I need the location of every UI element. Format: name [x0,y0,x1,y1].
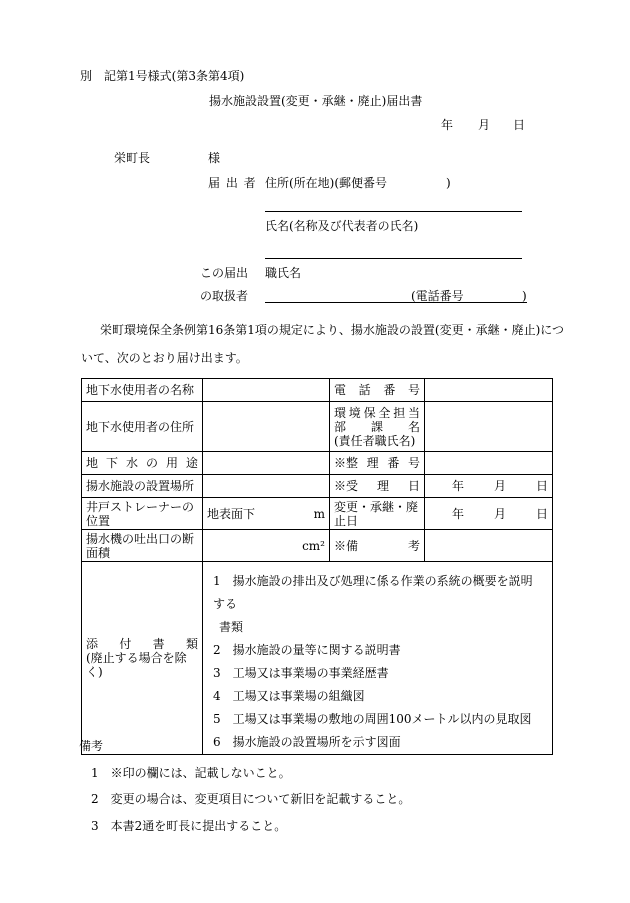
env-dept-value[interactable] [425,402,553,452]
depth-unit: m [313,506,325,521]
env-dept-char: 担 [393,405,406,420]
attach-char: 添 [86,637,99,651]
addressee-honorific: 様 [208,151,221,165]
attachments-label [82,562,203,755]
user-address-label: 地下水使用者の住所 [82,402,203,452]
env-dept-label [330,402,425,452]
usage-value[interactable] [203,452,330,475]
application-table [81,378,553,755]
received-month: 月 [493,479,506,493]
env-dept-char: 名 [407,419,420,434]
handler-label-1: この届出 [200,266,249,280]
applicant-address-label: 住所(所在地)(郵便番号 [265,176,388,190]
date-month-label: 月 [478,118,491,132]
attach-char: 類 [185,637,198,651]
phone-char: 番 [383,383,396,397]
handler-line[interactable] [265,302,527,303]
ref-no-label [330,452,425,475]
body-text-line1: 栄町環境保全条例第16条第1項の規定により、揚水施設の設置(変更・承継・廃止)につ [100,323,565,337]
note-item: 3 本書2通を町長に提出すること。 [91,819,287,833]
handler-phone-close: ) [522,289,527,303]
form-title: 揚水施設設置(変更・承継・廃止)届出書 [209,94,423,108]
received-char: 日 [407,479,420,493]
handler-position-label: 職氏名 [265,266,302,280]
received-label [330,475,425,498]
strainer-label [82,498,203,530]
applicant-name-label: 氏名(名称及び代表者の氏名) [265,219,419,233]
received-day: 日 [535,479,548,493]
remarks-value[interactable] [425,530,553,562]
name-line[interactable] [265,258,522,259]
strainer-value[interactable] [203,498,330,530]
attach-note-line2: く) [86,665,103,679]
change-day: 日 [535,506,548,521]
ref-no-char: 番 [387,456,400,470]
ref-no-char: ※整 [334,456,359,470]
env-dept-char: 境 [348,405,361,420]
handler-phone-label: (電話番号 [411,289,464,303]
ref-no-char: 理 [366,456,379,470]
attach-note-line1: (廃止する場合を除 [86,651,187,665]
applicant-label: 届 出 者 [208,176,257,190]
address-line[interactable] [265,211,522,212]
depth-label: 地表面下 [207,506,256,521]
strainer-label-line1: 井戸ストレーナーの [86,499,195,514]
attachment-item: 4 工場又は事業場の組織図 [213,689,365,703]
usage-char: 途 [185,456,198,470]
change-month: 月 [493,506,506,521]
change-date-line2: 止日 [334,513,359,528]
addressee-name: 栄町長 [114,151,151,165]
change-year: 年 [451,506,464,521]
env-dept-char: 部 [334,419,347,434]
remarks-label [330,530,425,562]
notes-heading: 備考 [79,739,104,753]
env-dept-char: 環 [334,405,347,420]
attachment-item: 5 工場又は事業場の敷地の周囲100メートル以内の見取図 [213,712,532,726]
usage-char: 下 [105,456,118,470]
received-char: 理 [376,479,389,493]
attach-char: 付 [119,637,132,651]
env-dept-char: 全 [378,405,391,420]
note-item: 1 ※印の欄には、記載しないこと。 [91,766,291,780]
attachment-item: 1 揚水施設の排出及び処理に係る作業の系統の概要を説明する [213,574,533,611]
site-value[interactable] [203,475,330,498]
usage-char: の [145,456,158,470]
site-label: 揚水施設の設置場所 [82,475,203,498]
phone-char: 話 [358,383,371,397]
attachment-item: 3 工場又は事業場の事業経歴書 [213,666,389,680]
phone-value[interactable] [425,379,553,402]
phone-char: 号 [407,383,420,397]
form-reference: 別 記第1号様式(第3条第4項) [80,69,245,83]
change-date-value[interactable] [425,498,553,530]
remarks-char: 考 [407,538,420,553]
ref-no-value[interactable] [425,452,553,475]
body-text-line2: いて、次のとおり届け出ます。 [81,351,248,365]
change-date-label [330,498,425,530]
usage-char: 用 [165,456,178,470]
applicant-address-close: ) [446,176,451,190]
env-dept-char: 課 [370,419,383,434]
date-day-label: 日 [513,118,526,132]
ref-no-char: 号 [407,456,420,470]
attachment-item: 2 揚水施設の量等に関する説明書 [213,643,401,657]
outlet-label-line2: 面積 [86,545,111,560]
env-dept-char: 当 [407,405,420,420]
attachment-item: 6 揚水施設の設置場所を示す図面 [213,735,401,749]
note-item: 2 変更の場合は、変更項目について新旧を記載すること。 [91,792,411,806]
change-date-line1: 変更・承継・廃 [334,499,419,514]
usage-char: 地 [86,456,99,470]
outlet-label-line1: 揚水機の吐出口の断 [86,531,195,546]
env-dept-responsible: (責任者職氏名) [334,433,416,448]
outlet-label [82,530,203,562]
attachments-list [203,562,553,755]
area-unit: cm² [302,538,325,553]
user-name-value[interactable] [203,379,330,402]
remarks-char: ※備 [334,538,359,553]
received-year: 年 [451,479,464,493]
usage-label [82,452,203,475]
handler-label-2: の取扱者 [200,289,249,303]
phone-label [330,379,425,402]
strainer-label-line2: 位置 [86,513,111,528]
received-char: ※受 [334,479,359,493]
attachment-item: 書類 [219,620,244,634]
attach-char: 書 [152,637,165,651]
env-dept-char: 保 [363,405,376,420]
received-date-value[interactable] [425,475,553,498]
outlet-value[interactable] [203,530,330,562]
phone-char: 電 [334,383,347,397]
user-address-value[interactable] [203,402,330,452]
user-name-label: 地下水使用者の名称 [82,379,203,402]
usage-char: 水 [125,456,138,470]
date-year-label: 年 [441,118,454,132]
